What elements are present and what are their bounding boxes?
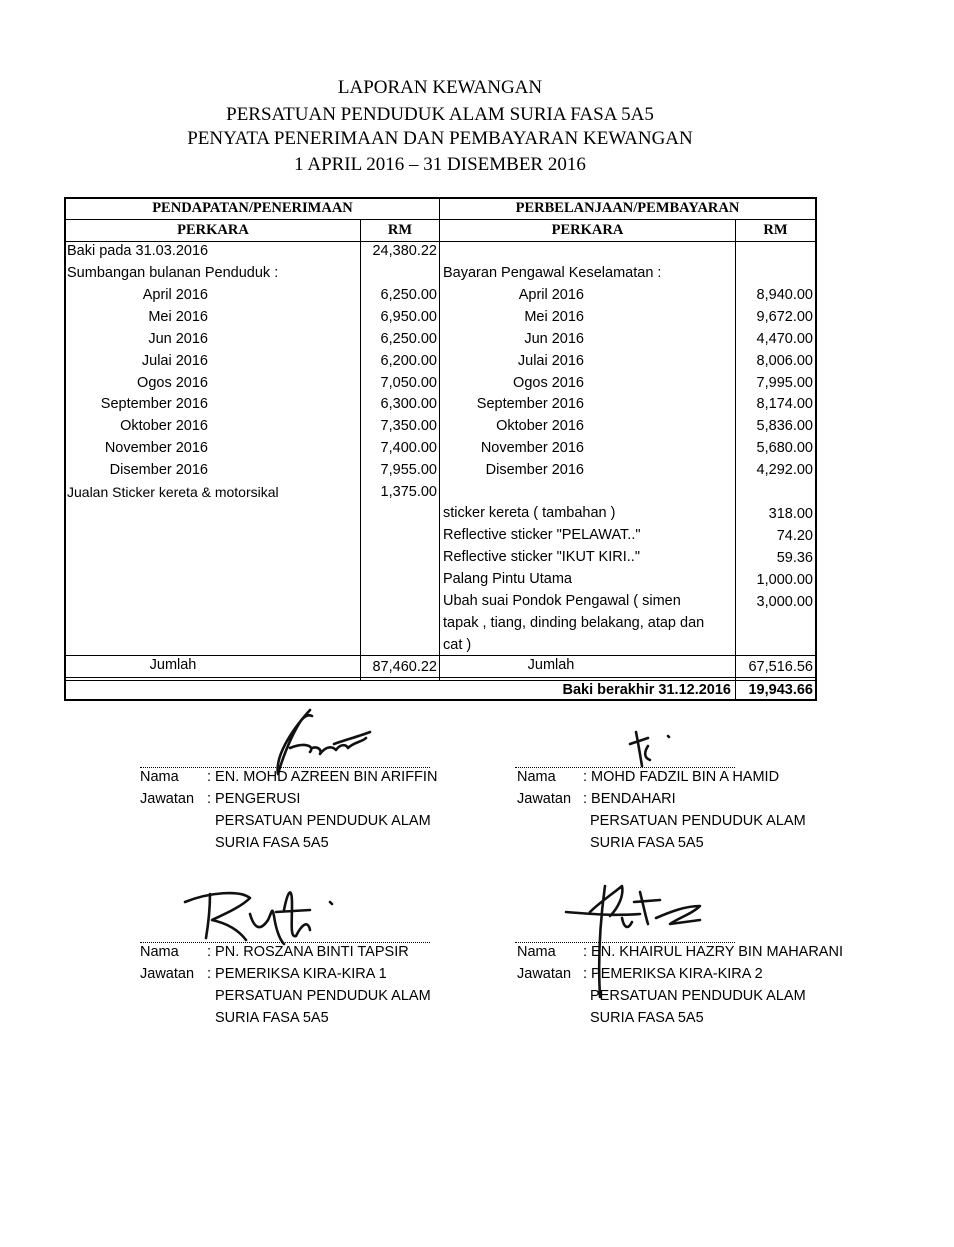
sig1-org-line1: PERSATUAN PENDUDUK ALAM bbox=[215, 813, 431, 829]
income-month-label: April 2016 bbox=[142, 287, 208, 303]
sig3-post-label: Jawatan bbox=[140, 966, 195, 982]
sig3-name-label: Nama bbox=[140, 944, 179, 960]
sig2-name-label: Nama bbox=[517, 769, 556, 785]
other-expense-label: Reflective sticker "IKUT KIRI.." bbox=[443, 549, 640, 565]
income-item-header: PERKARA bbox=[177, 222, 249, 238]
income-month-label: Mei 2016 bbox=[148, 309, 208, 325]
income-month-amount: 6,950.00 bbox=[380, 309, 437, 325]
other-expense-label: Reflective sticker "PELAWAT.." bbox=[443, 527, 641, 543]
sig3-org-line2: SURIA FASA 5A5 bbox=[215, 1010, 329, 1026]
sig4-post: : PEMERIKSA KIRA-KIRA 2 bbox=[583, 966, 763, 982]
income-month-label: Ogos 2016 bbox=[137, 375, 208, 391]
income-month-label: Disember 2016 bbox=[109, 462, 208, 478]
sig2-post-label: Jawatan bbox=[517, 791, 572, 807]
closing-balance-label: Baki berakhir 31.12.2016 bbox=[562, 682, 731, 698]
expense-total-amount: 67,516.56 bbox=[748, 659, 813, 675]
expense-month-label: April 2016 bbox=[518, 287, 584, 303]
expense-month-label: Disember 2016 bbox=[485, 462, 584, 478]
sticker-sales-label: Jualan Sticker kereta & motorsikal bbox=[67, 484, 279, 500]
sticker-sales-amount: 1,375.00 bbox=[380, 484, 437, 500]
income-month-amount: 7,350.00 bbox=[380, 418, 437, 434]
income-total-amount: 87,460.22 bbox=[372, 659, 437, 675]
expenditure-item-header: PERKARA bbox=[551, 222, 624, 238]
expense-month-amount: 4,292.00 bbox=[756, 462, 813, 478]
statement-period: 1 APRIL 2016 – 31 DISEMBER 2016 bbox=[294, 154, 586, 175]
expenditure-heading: PERBELANJAAN/PEMBAYARAN bbox=[515, 200, 740, 216]
income-month-amount: 6,200.00 bbox=[380, 353, 437, 369]
sig4-org-line1: PERSATUAN PENDUDUK ALAM bbox=[590, 988, 806, 1004]
income-month-amount: 7,955.00 bbox=[380, 462, 437, 478]
other-expense-amount: 59.36 bbox=[776, 550, 813, 566]
expense-month-label: Ogos 2016 bbox=[513, 375, 584, 391]
expense-month-label: Oktober 2016 bbox=[496, 418, 584, 434]
expense-month-label: Julai 2016 bbox=[517, 353, 584, 369]
renovation-label-line1: Ubah suai Pondok Pengawal ( simen bbox=[443, 593, 681, 609]
income-month-label: November 2016 bbox=[104, 440, 208, 456]
income-month-amount: 6,250.00 bbox=[380, 331, 437, 347]
other-expense-amount: 1,000.00 bbox=[756, 572, 813, 588]
opening-balance-label: Baki pada 31.03.2016 bbox=[67, 243, 209, 259]
sig2-post: : BENDAHARI bbox=[583, 791, 676, 807]
expense-month-label: November 2016 bbox=[480, 440, 584, 456]
income-heading: PENDAPATAN/PENERIMAAN bbox=[152, 200, 353, 216]
other-expense-label: Palang Pintu Utama bbox=[443, 571, 572, 587]
renovation-label-line3: cat ) bbox=[443, 637, 472, 653]
sig4-post-label: Jawatan bbox=[517, 966, 572, 982]
expense-month-amount: 8,940.00 bbox=[756, 287, 813, 303]
association-name: PERSATUAN PENDUDUK ALAM SURIA FASA 5A5 bbox=[226, 104, 654, 125]
renovation-label-line2: tapak , tiang, dinding belakang, atap dan bbox=[443, 615, 705, 631]
income-month-amount: 6,250.00 bbox=[380, 287, 437, 303]
sig2-name: : MOHD FADZIL BIN A HAMID bbox=[583, 769, 780, 785]
expense-month-amount: 5,680.00 bbox=[756, 440, 813, 456]
expenditure-rm-header: RM bbox=[763, 222, 788, 238]
sig1-name-label: Nama bbox=[140, 769, 179, 785]
sig1-post: : PENGERUSI bbox=[207, 791, 301, 807]
other-expense-label: sticker kereta ( tambahan ) bbox=[443, 505, 616, 521]
sig3-post: : PEMERIKSA KIRA-KIRA 1 bbox=[207, 966, 387, 982]
contribution-section-label: Sumbangan bulanan Penduduk : bbox=[67, 265, 279, 281]
income-rm-header: RM bbox=[387, 222, 413, 238]
income-month-amount: 7,050.00 bbox=[380, 375, 437, 391]
sig1-name: : EN. MOHD AZREEN BIN ARIFFIN bbox=[207, 769, 438, 785]
expense-month-label: September 2016 bbox=[476, 396, 584, 412]
income-month-label: Jun 2016 bbox=[148, 331, 208, 347]
opening-balance-amount: 24,380.22 bbox=[372, 243, 437, 259]
expense-total-label: Jumlah bbox=[527, 657, 575, 673]
expense-month-amount: 7,995.00 bbox=[756, 375, 813, 391]
sig2-org-line1: PERSATUAN PENDUDUK ALAM bbox=[590, 813, 806, 829]
expense-month-label: Mei 2016 bbox=[524, 309, 584, 325]
expense-month-amount: 4,470.00 bbox=[756, 331, 813, 347]
expense-month-label: Jun 2016 bbox=[524, 331, 584, 347]
signature-3 bbox=[180, 880, 360, 950]
sig1-org-line2: SURIA FASA 5A5 bbox=[215, 835, 329, 851]
report-title: LAPORAN KEWANGAN bbox=[337, 77, 543, 98]
income-month-label: Oktober 2016 bbox=[120, 418, 208, 434]
income-month-amount: 6,300.00 bbox=[380, 396, 437, 412]
other-expense-amount: 74.20 bbox=[776, 528, 813, 544]
statement-title: PENYATA PENERIMAAN DAN PEMBAYARAN KEWANGAN bbox=[187, 128, 693, 149]
income-total-label: Jumlah bbox=[149, 657, 197, 673]
other-expense-amount: 318.00 bbox=[768, 506, 813, 522]
sig3-name: : PN. ROSZANA BINTI TAPSIR bbox=[207, 944, 409, 960]
guard-payment-section-label: Bayaran Pengawal Keselamatan : bbox=[443, 265, 662, 281]
sig2-org-line2: SURIA FASA 5A5 bbox=[590, 835, 704, 851]
income-month-label: Julai 2016 bbox=[141, 353, 208, 369]
expense-month-amount: 8,174.00 bbox=[756, 396, 813, 412]
sig3-org-line1: PERSATUAN PENDUDUK ALAM bbox=[215, 988, 431, 1004]
sig4-name: : EN. KHAIRUL HAZRY BIN MAHARANI bbox=[583, 944, 843, 960]
income-month-label: September 2016 bbox=[100, 396, 208, 412]
sig1-post-label: Jawatan bbox=[140, 791, 195, 807]
closing-balance-amount: 19,943.66 bbox=[748, 682, 813, 698]
sig4-name-label: Nama bbox=[517, 944, 556, 960]
expense-month-amount: 5,836.00 bbox=[756, 418, 813, 434]
sig4-org-line2: SURIA FASA 5A5 bbox=[590, 1010, 704, 1026]
income-month-amount: 7,400.00 bbox=[380, 440, 437, 456]
expense-month-amount: 9,672.00 bbox=[756, 309, 813, 325]
renovation-amount: 3,000.00 bbox=[756, 594, 813, 610]
expense-month-amount: 8,006.00 bbox=[756, 353, 813, 369]
